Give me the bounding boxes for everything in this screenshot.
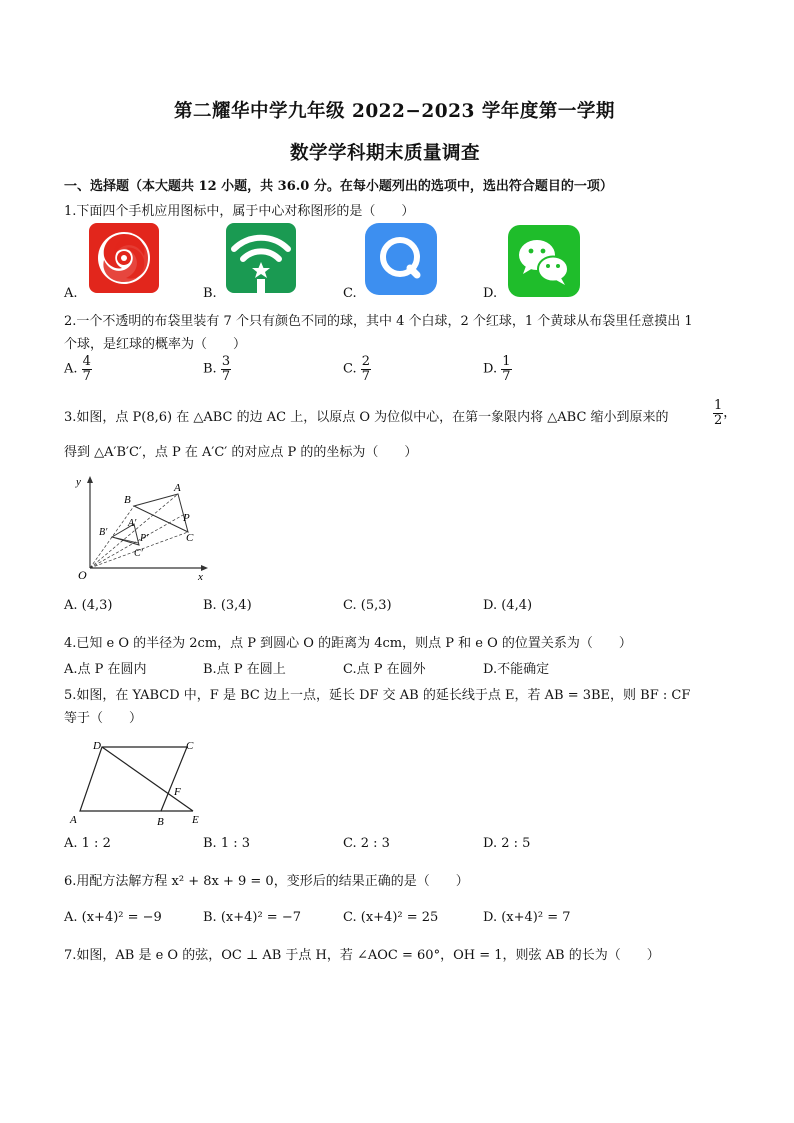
q6-option-b: B. (x+4)² = −7 xyxy=(203,910,301,925)
q2-option-b-fraction: $\frac{3}{7}$ xyxy=(221,354,231,384)
q4-option-b: B.点 P 在圆上 xyxy=(203,662,286,677)
q2-option-c-fraction: $\frac{2}{7}$ xyxy=(361,354,371,384)
q2-option-c-label: C. xyxy=(343,361,357,377)
q2-option-a-fraction: $\frac{4}{7}$ xyxy=(82,354,91,384)
q3-label-p: P xyxy=(183,512,190,524)
q5-option-c: C. 2 : 3 xyxy=(343,836,390,851)
title-line2: 数学学科期末质量调查 xyxy=(290,143,481,164)
q5-label-d: D xyxy=(93,740,101,752)
q7-stem: 7.如图，AB 是 e O 的弦，OC ⊥ AB 于点 H，若 ∠AOC = 60°，OH = 1，则弦 AB 的长为（ ） xyxy=(64,948,660,963)
q5-option-d: D. 2 : 5 xyxy=(483,836,531,851)
q2-option-d-fraction: $\frac{1}{7}$ xyxy=(502,354,511,384)
q3-option-a: A. (4,3) xyxy=(64,598,113,613)
q6-option-c: C. (x+4)² = 25 xyxy=(343,910,439,925)
q2-option-d xyxy=(483,355,512,383)
q3-label-b: B xyxy=(124,494,131,506)
q3-figure xyxy=(68,473,218,583)
q5-label-e: E xyxy=(192,814,199,826)
q1-option-a: A. xyxy=(64,286,78,301)
q6-option-a: A. (x+4)² = −9 xyxy=(64,910,162,925)
q5-stem-line2: 等于（ ） xyxy=(64,711,143,726)
q4-option-a: A.点 P 在圆内 xyxy=(64,662,147,677)
q3-label-b1: B′ xyxy=(99,527,108,538)
q4-stem: 4.已知 e O 的半径为 2cm，点 P 到圆心 O 的距离为 4cm，则点 P 和 e O 的位置关系为（ ） xyxy=(64,636,632,651)
q3-label-a1: A′ xyxy=(128,518,137,529)
q5-option-a: A. 1 : 2 xyxy=(64,836,111,851)
q6-stem: 6.用配方法解方程 x² + 8x + 9 = 0，变形后的结果正确的是（ ） xyxy=(64,874,469,889)
q2-option-b-label: B. xyxy=(203,361,217,377)
q2-option-a-label: A. xyxy=(64,361,78,377)
search-app-icon xyxy=(365,223,437,295)
section-heading: 一、选择题（本大题共 12 小题，共 36.0 分。在每小题列出的选项中，选出符合题目的一项） xyxy=(64,179,613,194)
q2-option-b xyxy=(203,355,231,383)
q1-stem: 1.下面四个手机应用图标中，属于中心对称图形的是（ ） xyxy=(64,204,415,219)
q5-label-a: A xyxy=(70,814,77,826)
q1-option-c: C. xyxy=(343,286,357,301)
q3-label-p1: P′ xyxy=(140,533,149,544)
q5-figure xyxy=(66,735,216,830)
q5-label-f: F xyxy=(174,786,181,798)
q5-stem-line1: 5.如图，在 YABCD 中，F 是 BC 边上一点，延长 DF 交 AB 的延长线于点 E，若 AB = 3BE，则 BF : CF xyxy=(64,688,691,703)
q6-option-d: D. (x+4)² = 7 xyxy=(483,910,571,925)
q1-option-d: D. xyxy=(483,286,498,301)
q5-label-c: C xyxy=(186,740,194,752)
q3-label-c: C xyxy=(186,532,194,544)
q5-label-b: B xyxy=(157,816,164,828)
q2-option-c xyxy=(343,355,371,383)
q5-option-b: B. 1 : 3 xyxy=(203,836,251,851)
q3-label-c1: C′ xyxy=(134,548,143,559)
q2-stem-line1: 2.一个不透明的布袋里装有 7 个只有颜色不同的球，其中 4 个白球，2 个红球，1 个黄球从布袋里任意摸出 1 xyxy=(64,314,693,329)
title-line1: 第二耀华中学九年级 2022−2023 学年度第一学期 xyxy=(174,101,615,122)
q3-option-b: B. (3,4) xyxy=(203,598,252,613)
q3-option-d: D. (4,4) xyxy=(483,598,533,613)
q3-label-y: y xyxy=(76,476,81,488)
q3-stem-line2: 得到 △A′B′C′，点 P 在 A′C′ 的对应点 P 的的坐标为（ ） xyxy=(64,445,418,460)
q3-label-a: A xyxy=(174,482,181,494)
q2-option-a xyxy=(64,355,92,383)
q3-label-x: x xyxy=(198,571,203,583)
q3-half-fraction: $\frac{1}{2}$ ， xyxy=(714,398,737,428)
wechat-icon xyxy=(508,225,580,297)
q3-option-c: C. (5,3) xyxy=(343,598,392,613)
wifi-app-icon xyxy=(226,223,296,293)
q4-option-c: C.点 P 在圆外 xyxy=(343,662,426,677)
q4-option-d: D.不能确定 xyxy=(483,662,550,677)
sohu-logo-icon xyxy=(89,223,159,293)
q2-stem-line2: 个球，是红球的概率为（ ） xyxy=(64,337,247,352)
q1-option-b: B. xyxy=(203,286,217,301)
q3-stem-line1: 3.如图，点 P(8,6) 在 △ABC 的边 AC 上，以原点 O 为位似中心，在第一象限内将 △ABC 缩小到原来的 xyxy=(64,410,669,425)
q2-option-d-label: D. xyxy=(483,361,498,377)
q3-label-o: O xyxy=(78,568,87,582)
